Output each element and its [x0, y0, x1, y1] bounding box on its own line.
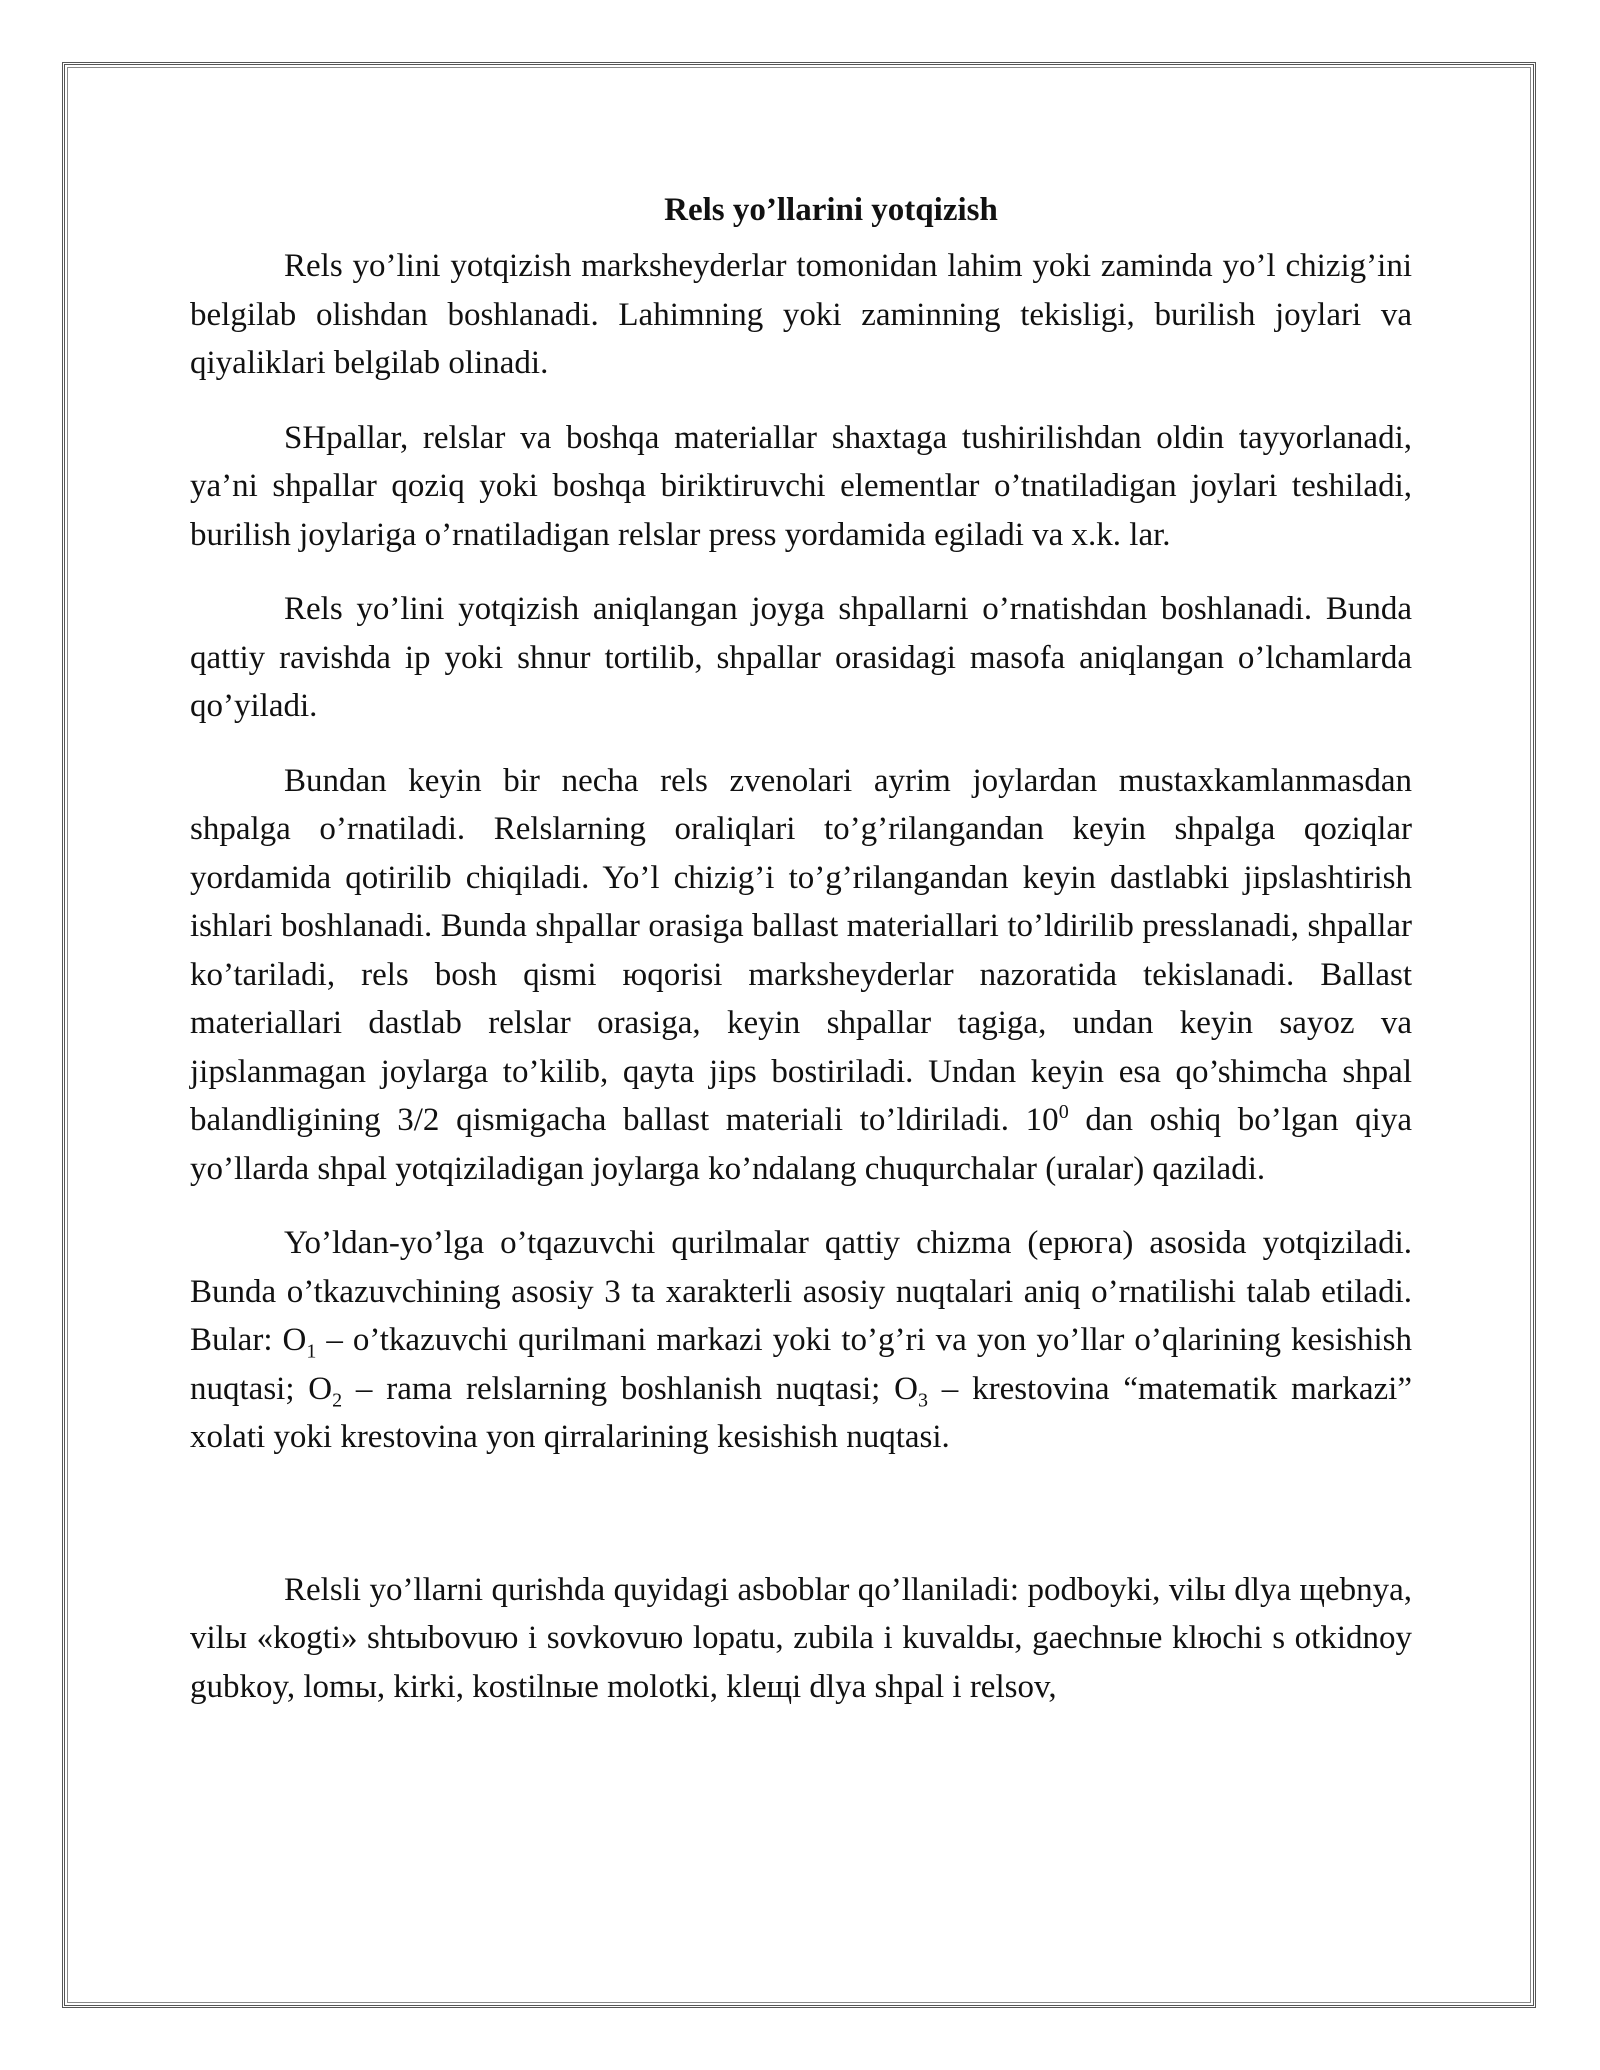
paragraph-4-text-b: dan oshiq bo’lgan qiya yo’llarda shpal yotqiziladigan joylarga ko’ndalang chuqurchalar (uralar) qaziladi. [190, 1102, 1412, 1187]
paragraph-5 [190, 1219, 1412, 1462]
degree-superscript: 0 [1058, 1101, 1069, 1123]
document-body [190, 188, 1412, 1737]
point-subscript-1: 1 [306, 1340, 317, 1363]
paragraph-3: Rels yo’lini yotqizish aniqlangan joyga shpallarni o’rnatishdan boshlanadi. Bunda qattiy ravishda ip yoki shnur tortilib, shpallar orasidagi masofa aniqlangan o’lchamlarda qo’yiladi. [190, 591, 1412, 724]
paragraph-4-text-a: Bundan keyin bir necha rels zvenolari ayrim joylardan mustaxkamlanmasdan shpalga o’rnatiladi. Relslarning oraliqlari to’g’rilangandan keyin shpalga qoziqlar yordamida qotirilib chiqiladi. Yo’l chizig’i to’g’rilangandan keyin dastlabki jipslashtirish ishlari boshlanadi. Bunda shpallar orasiga ballast materiallari to’ldirilib presslanadi, shpallar ko’tariladi, rels bosh qismi юqorisi marksheyderlar nazoratida tekislanadi. Ballast materiallari dastlab relslar orasiga, keyin shpallar tagiga, undan keyin sayoz va jipslanmagan joylarga to’kilib, qayta jips bostiriladi. Undan keyin esa qo’shimcha shpal balandligining 3/2 qismigacha ballast materiali to’ldiriladi. 10 [190, 762, 1412, 1138]
paragraph-5-text-a: Yo’ldan-yo’lga o’tqazuvchi qurilmalar qattiy chizma (ерюга) asosida yotqiziladi. Bunda o’tkazuvchining asosiy 3 ta xarakterli asosiy nuqtalari aniq o’rnatilishi talab etiladi. Bular: O [190, 1225, 1412, 1358]
paragraph-4 [190, 757, 1412, 1194]
paragraph-5-text-d: – krestovina “matematik markazi” xolati yoki krestovina yon qirralarining kesishish nuqtasi. [190, 1370, 1412, 1455]
point-subscript-2: 2 [332, 1389, 343, 1412]
paragraph-5-text-c: – rama relslarning boshlanish nuqtasi; O [342, 1370, 918, 1407]
paragraph-2: SHpallar, relslar va boshqa materiallar shaxtaga tushirilishdan oldin tayyorlanadi, ya’ni shpallar qoziq yoki boshqa biriktiruvchi elementlar o’tnatiladigan joylari teshiladi, burilish joylariga o’rnatiladigan relslar press yordamida egiladi va x.k. lar. [190, 419, 1412, 553]
paragraph-5-text-b: – o’tkazuvchi qurilmani markazi yoki to’g’ri va yon yo’llar o’qlarining kesishish nuqtasi; O [190, 1322, 1412, 1407]
document-title: Rels yo’llarini yotqizish [664, 192, 998, 228]
paragraph-6: Relsli yo’llarni qurishda quyidagi asboblar qo’llaniladi: podboyki, vilы dlya щebnya, vilы «kogti» shtыbovuю i sovkovuю lopatu, zubila i kuvaldы, gaechnыe klюchi s otkidnoy gubkoy, lomы, kirki, kostilnыe molotki, kleщi dlya shpal i relsov, [190, 1571, 1412, 1705]
paragraph-1: Rels yo’lini yotqizish marksheyderlar tomonidan lahim yoki zaminda yo’l chizig’ini belgilab olishdan boshlanadi. Lahimning yoki zaminning tekisligi, burilish joylari va qiyaliklari belgilab olinadi. [190, 248, 1412, 381]
point-subscript-3: 3 [917, 1389, 928, 1412]
